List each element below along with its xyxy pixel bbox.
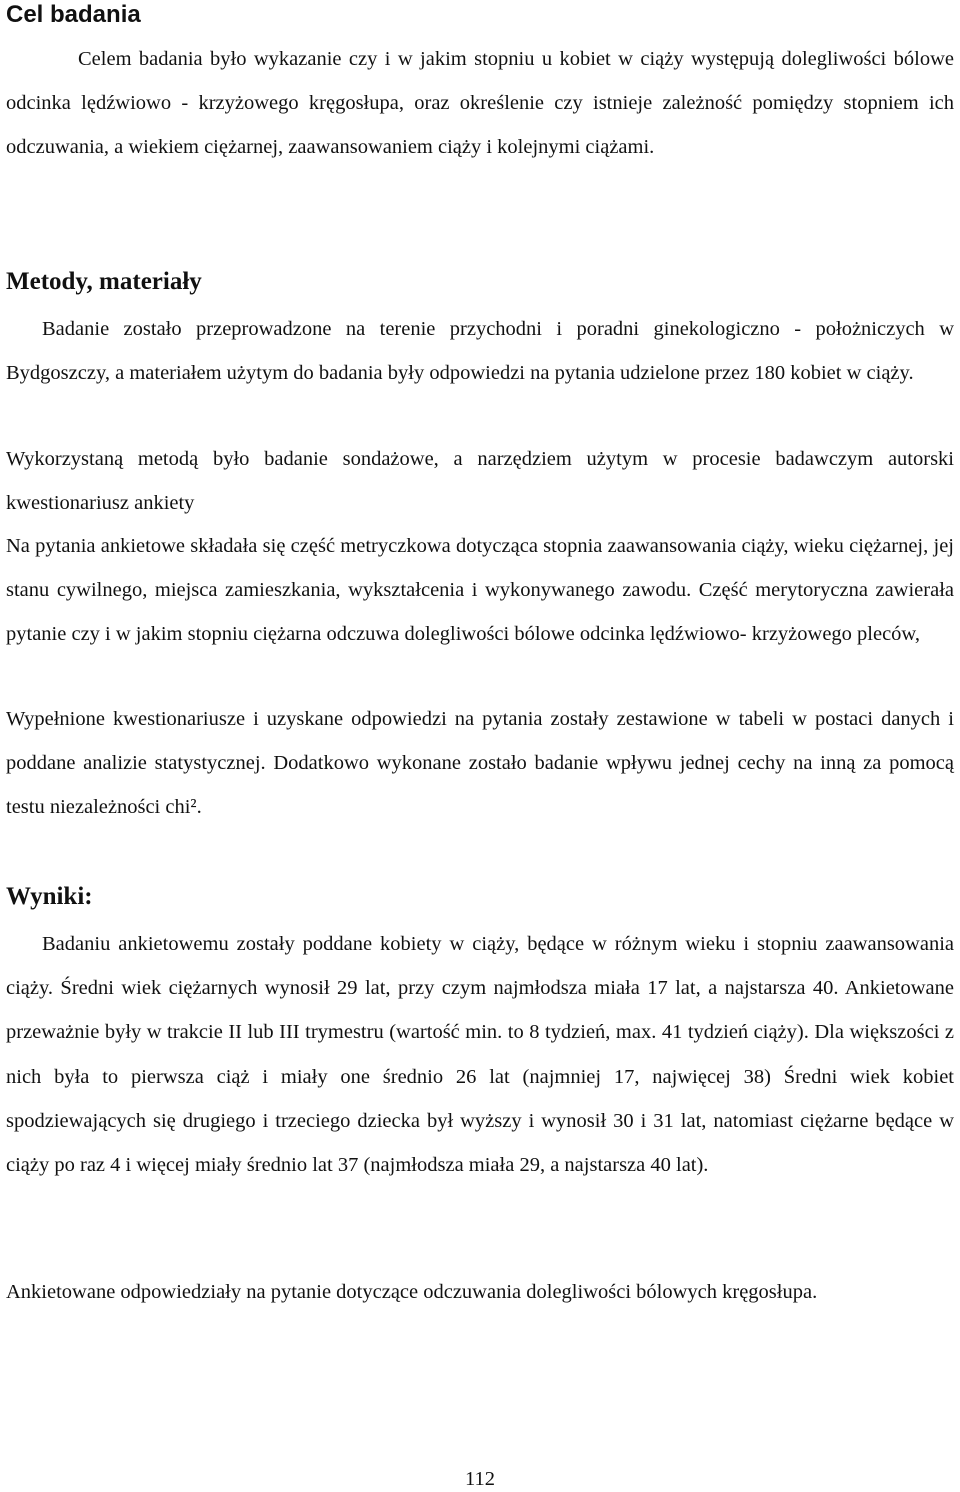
results-paragraph-2: Ankietowane odpowiedziały na pytanie dotyczące odczuwania dolegliwości bólowych kręgosłupa. bbox=[6, 1281, 818, 1303]
methods-paragraph-2: Wykorzystaną metodą było badanie sondażowe, a narzędziem użytym w procesie badawczym autorski kwestionariusz ankiety bbox=[6, 448, 954, 514]
goal-paragraph: Celem badania było wykazanie czy i w jakim stopniu u kobiet w ciąży występują dolegliwości bólowe odcinka lędźwiowo - krzyżowego kręgosłupa, oraz określenie czy istnieje zależność pomiędzy stopniem ich odczuwania, a wiekiem ciężarnej, zaawansowaniem ciąży i kolejnymi ciążami. bbox=[6, 48, 954, 158]
goal-heading: Cel badania bbox=[6, 1, 141, 28]
methods-heading: Metody, materiały bbox=[6, 268, 202, 295]
results-heading: Wyniki: bbox=[6, 883, 93, 910]
methods-paragraph-1: Badanie zostało przeprowadzone na terenie przychodni i poradni ginekologiczno - położniczych w Bydgoszczy, a materiałem użytym do badania były odpowiedzi na pytania udzielone przez 180 kobiet w ciąży. bbox=[6, 318, 954, 384]
methods-paragraph-3: Na pytania ankietowe składała się część metryczkowa dotycząca stopnia zaawansowania ciąży, wieku ciężarnej, jej stanu cywilnego, miejsca zamieszkania, wykształcenia i wykonywanego zawodu. Część merytoryczna zawierała pytanie czy i w jakim stopniu ciężarna odczuwa dolegliwości bólowe odcinka lędźwiowo- krzyżowego pleców, bbox=[6, 535, 954, 646]
page-number: 112 bbox=[465, 1468, 495, 1490]
results-paragraph-1: Badaniu ankietowemu zostały poddane kobiety w ciąży, będące w różnym wieku i stopniu zaawansowania ciąży. Średni wiek ciężarnych wynosił 29 lat, przy czym najmłodsza miała 17 lat, a najstarsza 40. Ankietowane przeważnie były w trakcie II lub III trymestru (wartość min. to 8 tydzień, max. 41 tydzień ciąży). Dla większości z nich była to pierwsza ciąż i miały one średnio 26 lat (najmniej 17, najwięcej 38) Średni wiek kobiet spodziewających się drugiego i trzeciego dziecka był wyższy i wynosił 30 i 31 lat, natomiast ciężarne będące w ciąży po raz 4 i więcej miały średnio lat 37 (najmłodsza miała 29, a najstarsza 40 lat). bbox=[6, 933, 954, 1177]
methods-paragraph-4: Wypełnione kwestionariusze i uzyskane odpowiedzi na pytania zostały zestawione w tabeli w postaci danych i poddane analizie statystycznej. Dodatkowo wykonane zostało badanie wpływu jednej cechy na inną za pomocą testu niezależności chi². bbox=[6, 708, 954, 819]
